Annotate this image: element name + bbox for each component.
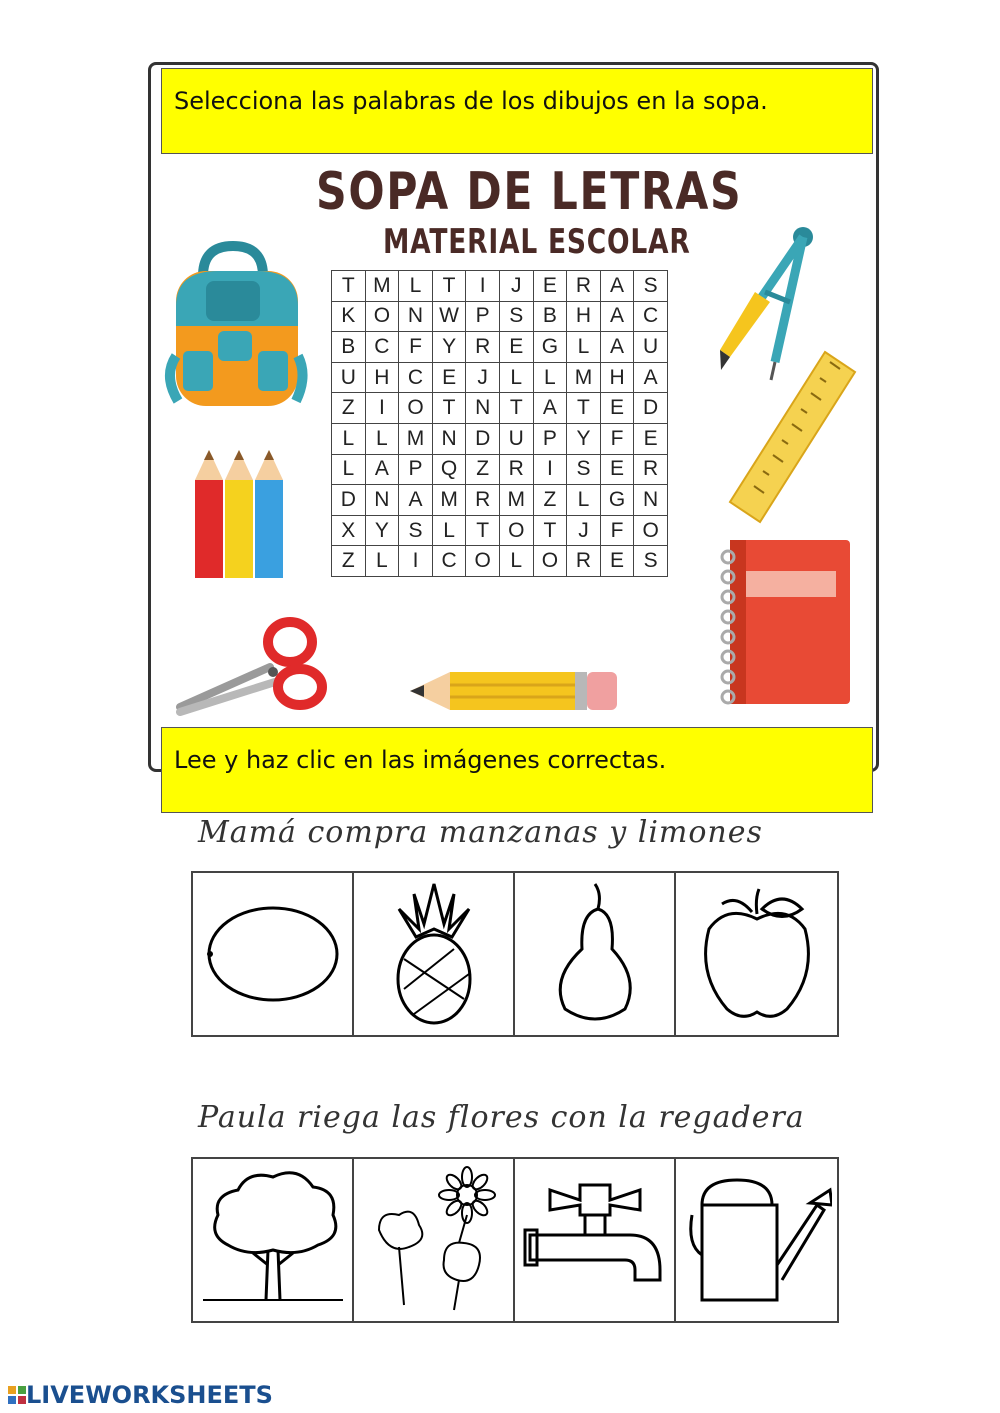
choice-pear[interactable] bbox=[515, 873, 676, 1035]
grid-cell[interactable]: D bbox=[466, 423, 500, 454]
choice-faucet[interactable] bbox=[515, 1159, 676, 1321]
wordsearch-title: SOPA DE LETRAS bbox=[316, 162, 743, 222]
grid-cell[interactable]: H bbox=[365, 362, 399, 393]
grid-cell[interactable]: R bbox=[466, 485, 500, 516]
grid-cell[interactable]: C bbox=[634, 301, 668, 332]
grid-cell[interactable]: O bbox=[466, 546, 500, 577]
grid-cell[interactable]: J bbox=[499, 271, 533, 302]
grid-row bbox=[332, 546, 668, 577]
grid-cell[interactable]: L bbox=[567, 485, 601, 516]
grid-cell[interactable]: I bbox=[466, 271, 500, 302]
grid-cell[interactable]: E bbox=[634, 423, 668, 454]
grid-cell[interactable]: B bbox=[332, 332, 366, 363]
choice-row-1 bbox=[191, 871, 839, 1037]
grid-row bbox=[332, 332, 668, 363]
grid-cell[interactable]: L bbox=[499, 362, 533, 393]
grid-cell[interactable]: S bbox=[567, 454, 601, 485]
grid-cell[interactable]: J bbox=[466, 362, 500, 393]
grid-cell[interactable]: Y bbox=[567, 423, 601, 454]
grid-cell[interactable]: L bbox=[533, 362, 567, 393]
grid-cell[interactable]: T bbox=[567, 393, 601, 424]
choice-watering-can[interactable] bbox=[676, 1159, 837, 1321]
grid-cell[interactable]: E bbox=[600, 454, 634, 485]
grid-cell[interactable]: D bbox=[332, 485, 366, 516]
grid-cell[interactable]: A bbox=[533, 393, 567, 424]
grid-cell[interactable]: L bbox=[332, 454, 366, 485]
grid-row bbox=[332, 362, 668, 393]
choice-tree[interactable] bbox=[193, 1159, 354, 1321]
grid-cell[interactable]: T bbox=[432, 271, 466, 302]
grid-cell[interactable]: H bbox=[567, 301, 601, 332]
grid-cell[interactable]: U bbox=[332, 362, 366, 393]
grid-cell[interactable]: P bbox=[399, 454, 433, 485]
grid-cell[interactable]: Z bbox=[332, 546, 366, 577]
grid-row bbox=[332, 423, 668, 454]
grid-cell[interactable]: I bbox=[533, 454, 567, 485]
grid-cell[interactable]: S bbox=[634, 271, 668, 302]
grid-cell[interactable]: M bbox=[432, 485, 466, 516]
grid-cell[interactable]: W bbox=[432, 301, 466, 332]
grid-cell[interactable]: T bbox=[332, 271, 366, 302]
grid-cell[interactable]: L bbox=[365, 423, 399, 454]
sentence-2: Paula riega las flores con la regadera bbox=[198, 1100, 805, 1135]
grid-cell[interactable]: T bbox=[466, 515, 500, 546]
grid-cell[interactable]: M bbox=[567, 362, 601, 393]
tree-icon bbox=[198, 1165, 348, 1315]
apple-icon bbox=[697, 884, 817, 1024]
grid-cell[interactable]: M bbox=[399, 423, 433, 454]
grid-cell[interactable]: M bbox=[499, 485, 533, 516]
notebook-icon bbox=[718, 537, 852, 707]
grid-cell[interactable]: E bbox=[600, 393, 634, 424]
grid-cell[interactable]: C bbox=[399, 362, 433, 393]
grid-cell[interactable]: D bbox=[634, 393, 668, 424]
grid-cell[interactable]: P bbox=[466, 301, 500, 332]
grid-cell[interactable]: A bbox=[600, 271, 634, 302]
grid-cell[interactable]: R bbox=[466, 332, 500, 363]
choice-pineapple[interactable] bbox=[354, 873, 515, 1035]
grid-cell[interactable]: S bbox=[499, 301, 533, 332]
grid-cell[interactable]: M bbox=[365, 271, 399, 302]
grid-cell[interactable]: F bbox=[399, 332, 433, 363]
grid-cell[interactable]: T bbox=[533, 515, 567, 546]
grid-cell[interactable]: L bbox=[399, 271, 433, 302]
grid-cell[interactable]: L bbox=[567, 332, 601, 363]
watering-can-icon bbox=[682, 1175, 832, 1305]
grid-cell[interactable]: O bbox=[399, 393, 433, 424]
grid-cell[interactable]: G bbox=[533, 332, 567, 363]
grid-cell[interactable]: Y bbox=[365, 515, 399, 546]
choice-lemon[interactable] bbox=[193, 873, 354, 1035]
grid-cell[interactable]: H bbox=[600, 362, 634, 393]
choice-row-2 bbox=[191, 1157, 839, 1323]
sentence-1: Mamá compra manzanas y limones bbox=[198, 815, 763, 850]
faucet-icon bbox=[520, 1175, 670, 1305]
grid-cell[interactable]: K bbox=[332, 301, 366, 332]
grid-cell[interactable]: E bbox=[432, 362, 466, 393]
grid-cell[interactable]: S bbox=[399, 515, 433, 546]
grid-cell[interactable]: R bbox=[634, 454, 668, 485]
grid-cell[interactable]: R bbox=[499, 454, 533, 485]
choice-flowers[interactable] bbox=[354, 1159, 515, 1321]
wordsearch-instruction: Selecciona las palabras de los dibujos en la sopa. bbox=[161, 68, 873, 154]
grid-cell[interactable]: R bbox=[567, 546, 601, 577]
grid-cell[interactable]: O bbox=[499, 515, 533, 546]
grid-cell[interactable]: C bbox=[365, 332, 399, 363]
scissors-icon bbox=[175, 612, 330, 720]
grid-cell[interactable]: A bbox=[634, 362, 668, 393]
grid-cell[interactable]: F bbox=[600, 423, 634, 454]
grid-cell[interactable]: L bbox=[332, 423, 366, 454]
grid-cell[interactable]: Q bbox=[432, 454, 466, 485]
liveworksheets-logo-icon bbox=[8, 1386, 26, 1404]
grid-row bbox=[332, 454, 668, 485]
grid-cell[interactable]: Y bbox=[432, 332, 466, 363]
backpack-icon bbox=[158, 236, 308, 412]
grid-row bbox=[332, 271, 668, 302]
grid-cell[interactable]: O bbox=[365, 301, 399, 332]
colored-pencils-icon bbox=[193, 445, 285, 580]
grid-cell[interactable]: A bbox=[365, 454, 399, 485]
grid-cell[interactable]: O bbox=[533, 546, 567, 577]
grid-cell[interactable]: A bbox=[600, 332, 634, 363]
grid-cell[interactable]: N bbox=[634, 485, 668, 516]
grid-row bbox=[332, 515, 668, 546]
grid-cell[interactable]: L bbox=[365, 546, 399, 577]
grid-cell[interactable]: F bbox=[600, 515, 634, 546]
grid-cell[interactable]: A bbox=[399, 485, 433, 516]
lemon-icon bbox=[198, 894, 348, 1014]
grid-row bbox=[332, 485, 668, 516]
pear-icon bbox=[540, 879, 650, 1029]
grid-cell[interactable]: L bbox=[499, 546, 533, 577]
grid-cell[interactable]: O bbox=[634, 515, 668, 546]
grid-cell[interactable]: E bbox=[600, 546, 634, 577]
ruler-icon bbox=[725, 350, 860, 525]
grid-cell[interactable]: T bbox=[432, 393, 466, 424]
grid-cell[interactable]: Z bbox=[533, 485, 567, 516]
grid-cell[interactable]: E bbox=[533, 271, 567, 302]
flowers-icon bbox=[359, 1165, 509, 1315]
pencil-icon bbox=[410, 668, 618, 714]
grid-cell[interactable]: Z bbox=[466, 454, 500, 485]
grid-cell[interactable]: I bbox=[365, 393, 399, 424]
grid-cell[interactable]: N bbox=[399, 301, 433, 332]
grid-cell[interactable]: N bbox=[466, 393, 500, 424]
grid-cell[interactable]: L bbox=[432, 515, 466, 546]
grid-cell[interactable]: U bbox=[634, 332, 668, 363]
letter-grid[interactable] bbox=[331, 270, 668, 577]
grid-cell[interactable]: S bbox=[634, 546, 668, 577]
pineapple-icon bbox=[374, 879, 494, 1029]
grid-cell[interactable]: R bbox=[567, 271, 601, 302]
grid-cell[interactable]: U bbox=[499, 423, 533, 454]
brand-name: LIVEWORKSHEETS bbox=[26, 1381, 273, 1409]
grid-cell[interactable]: Z bbox=[332, 393, 366, 424]
choice-apple[interactable] bbox=[676, 873, 837, 1035]
grid-cell[interactable]: X bbox=[332, 515, 366, 546]
grid-cell[interactable]: J bbox=[567, 515, 601, 546]
grid-cell[interactable]: N bbox=[432, 423, 466, 454]
grid-cell[interactable]: E bbox=[499, 332, 533, 363]
grid-cell[interactable]: C bbox=[432, 546, 466, 577]
wordsearch-subtitle: MATERIAL ESCOLAR bbox=[383, 222, 691, 262]
grid-row bbox=[332, 393, 668, 424]
grid-cell[interactable]: B bbox=[533, 301, 567, 332]
grid-cell[interactable]: N bbox=[365, 485, 399, 516]
grid-cell[interactable]: P bbox=[533, 423, 567, 454]
grid-row bbox=[332, 301, 668, 332]
grid-cell[interactable]: A bbox=[600, 301, 634, 332]
pictures-instruction: Lee y haz clic en las imágenes correctas. bbox=[161, 727, 873, 813]
grid-cell[interactable]: G bbox=[600, 485, 634, 516]
grid-cell[interactable]: I bbox=[399, 546, 433, 577]
brand-logo bbox=[8, 1381, 273, 1409]
grid-cell[interactable]: T bbox=[499, 393, 533, 424]
